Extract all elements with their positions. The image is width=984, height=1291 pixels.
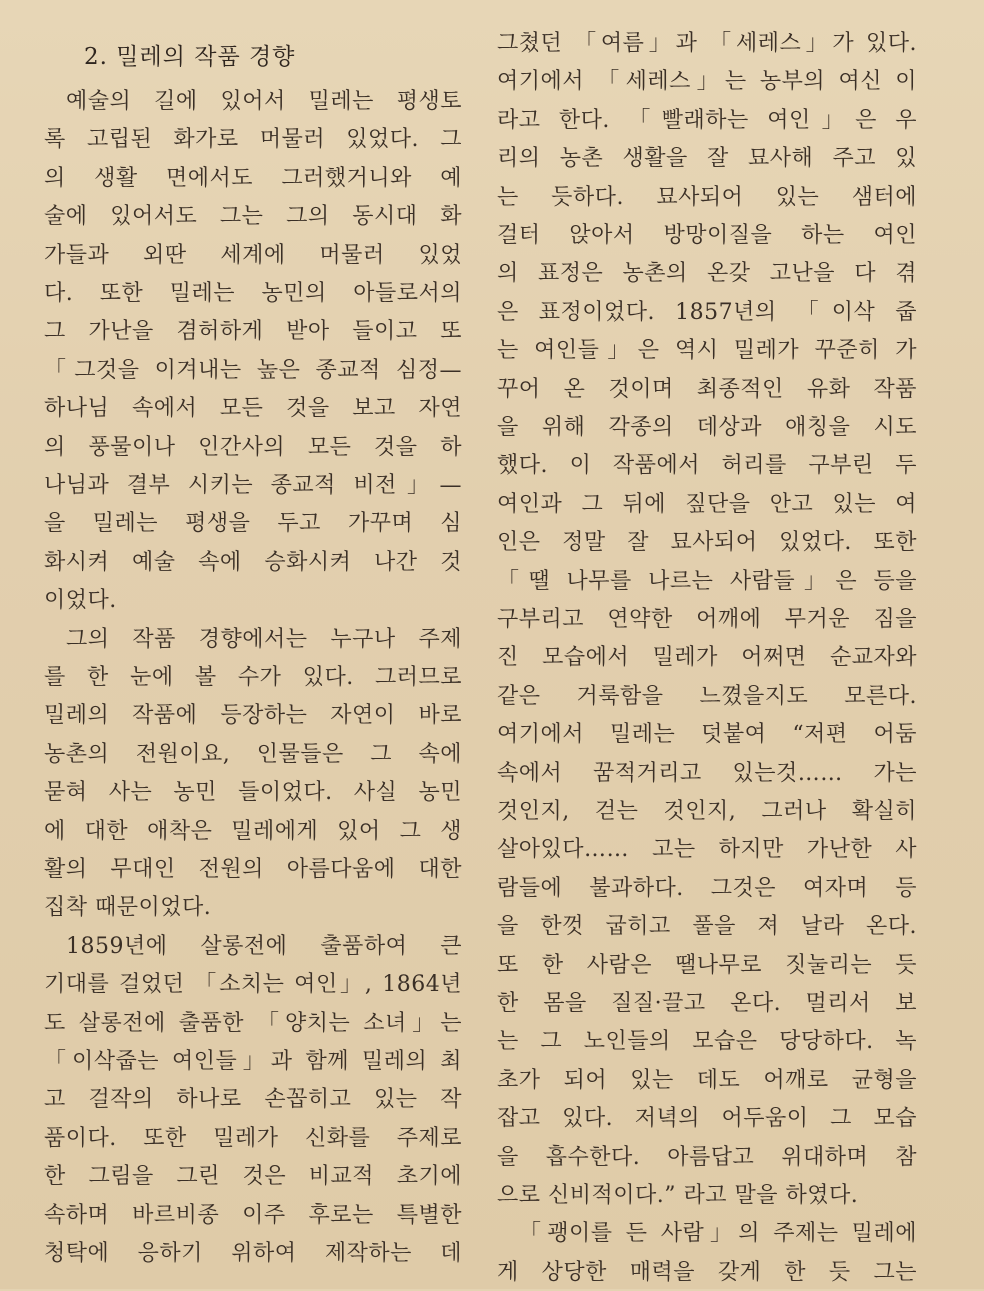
section-heading: 2. 밀레의 작품 경향	[84, 44, 296, 70]
text-line: 진 모습에서 밀레가 어쩌면 순교자와	[497, 645, 917, 671]
text-line: 가들과 외딴 세계에 머물러 있었	[44, 242, 462, 268]
text-line: 는 그 노인들의 모습은 당당하다. 녹	[497, 1029, 917, 1055]
text-line: 을 한껏 굽히고 풀을 져 날라 온다.	[497, 914, 917, 940]
text-line: 한 몸을 질질·끌고 온다. 멀리서 보	[497, 991, 917, 1016]
text-line: 에 대한 애착은 밀레에게 있어 그 생	[44, 818, 462, 844]
text-line: 그 가난을 겸허하게 받아 들이고 또	[44, 319, 462, 345]
text-line: 화시켜 예술 속에 승화시켜 나간 것	[44, 549, 462, 575]
text-line: 의 생활 면에서도 그러했거니와 예	[44, 165, 462, 191]
text-line: 그쳤던 「여름」과 「세레스」가 있다.	[497, 31, 917, 56]
text-line: 을 밀레는 평생을 두고 가꾸며 심	[44, 511, 462, 537]
text-line: 하나님 속에서 모든 것을 보고 자연	[44, 396, 462, 422]
text-line: 의 풍물이나 인간사의 모든 것을 하	[44, 434, 462, 460]
text-line: 을 흡수한다. 아름답고 위대하며 참	[497, 1144, 917, 1170]
text-line: 구부리고 연약한 어깨에 무거운 짐을	[497, 607, 917, 632]
text-line: 을 위해 각종의 데상과 애칭을 시도	[497, 415, 917, 440]
text-line: 의 표정은 농촌의 온갖 고난을 다 겪	[497, 261, 917, 287]
text-line: 는 듯하다. 묘사되어 있는 샘터에	[497, 184, 917, 210]
text-line: 술에 있어서도 그는 그의 동시대 화	[44, 204, 462, 230]
text-line: 또 한 사람은 땔나무로 짓눌리는 듯	[497, 952, 917, 978]
text-line: 으로 신비적이다.” 라고 말을 하였다.	[497, 1183, 859, 1208]
text-line: 람들에 불과하다. 그것은 여자며 등	[497, 875, 917, 901]
text-line: 나님과 결부 시키는 종교적 비전」—	[44, 473, 462, 498]
text-line: 속하며 바르비종 이주 후로는 특별한	[44, 1202, 462, 1228]
text-line: 했다. 이 작품에서 허리를 구부린 두	[497, 453, 917, 479]
text-line: 잡고 있다. 저녁의 어두움이 그 모습	[497, 1106, 917, 1132]
text-line: 같은 거룩함을 느꼈을지도 모른다.	[497, 683, 917, 709]
text-line: 「괭이를 든 사람」의 주제는 밀레에	[519, 1221, 917, 1247]
text-line: 다. 또한 밀레는 농민의 아들로서의	[44, 281, 462, 306]
text-line: 게 상당한 매력을 갖게 한 듯 그는	[497, 1259, 917, 1285]
text-line: 초가 되어 있는 데도 어깨로 균형을	[497, 1067, 917, 1093]
text-line: 집착 때문이었다.	[44, 895, 212, 921]
text-line: 걸터 앉아서 방망이질을 하는 여인	[497, 223, 917, 248]
text-line: 라고 한다. 「빨래하는 여인」은 우	[497, 107, 917, 133]
text-line: 예술의 길에 있어서 밀레는 평생토	[66, 89, 462, 114]
text-line: 고 걸작의 하나로 손꼽히고 있는 작	[44, 1087, 462, 1113]
text-line: 1859년에 살롱전에 출품하여 큰	[66, 933, 462, 959]
text-line: 농촌의 전원이요, 인물들은 그 속에	[44, 741, 462, 767]
text-line: 꾸어 온 것이며 최종적인 유화 작품	[497, 376, 917, 402]
text-line: 「이삭줍는 여인들」과 함께 밀레의 최	[44, 1049, 462, 1074]
text-line: 이었다.	[44, 588, 117, 614]
text-line: 은 표정이었다. 1857년의 「이삭 줍	[497, 299, 917, 325]
text-line: 여기에서 「세레스」는 농부의 여신 이	[497, 69, 917, 95]
text-line: 묻혀 사는 농민 들이었다. 사실 농민	[44, 780, 462, 806]
text-line: 그의 작품 경향에서는 누구나 주제	[66, 626, 462, 652]
text-line: 기대를 걸었던 「소치는 여인」, 1864년	[44, 972, 462, 998]
text-line: 여인과 그 뒤에 짚단을 안고 있는 여	[497, 491, 917, 517]
text-line: 도 살롱전에 출품한 「양치는 소녀」는	[44, 1010, 462, 1036]
text-line: 는 여인들」은 역시 밀레가 꾸준히 가	[497, 338, 917, 364]
text-line: 인은 정말 잘 묘사되어 있었다. 또한	[497, 530, 917, 556]
text-line: 「그것을 이겨내는 높은 종교적 심정—	[44, 357, 462, 383]
text-line: 속에서 꿈적거리고 있는것…… 가는	[497, 760, 917, 786]
text-line: 살아있다…… 고는 하지만 가난한 사	[497, 837, 917, 863]
text-line: 록 고립된 화가로 머물러 있었다. 그	[44, 127, 462, 153]
text-line: 를 한 눈에 볼 수가 있다. 그러므로	[44, 665, 462, 690]
text-line: 「땔 나무를 나르는 사람들」은 등을	[497, 568, 917, 594]
text-line: 리의 농촌 생활을 잘 묘사해 주고 있	[497, 146, 917, 172]
text-line: 한 그림을 그린 것은 비교적 초기에	[44, 1164, 462, 1190]
text-line: 활의 무대인 전원의 아름다움에 대한	[44, 857, 462, 882]
text-line: 것인지, 걷는 것인지, 그러나 확실히	[497, 799, 917, 824]
text-line: 청탁에 응하기 위하여 제작하는 데	[44, 1241, 462, 1266]
text-line: 여기에서 밀레는 덧붙여 “저편 어둠	[497, 722, 917, 748]
text-line: 밀레의 작품에 등장하는 자연이 바로	[44, 703, 462, 729]
text-line: 품이다. 또한 밀레가 신화를 주제로	[44, 1125, 462, 1151]
